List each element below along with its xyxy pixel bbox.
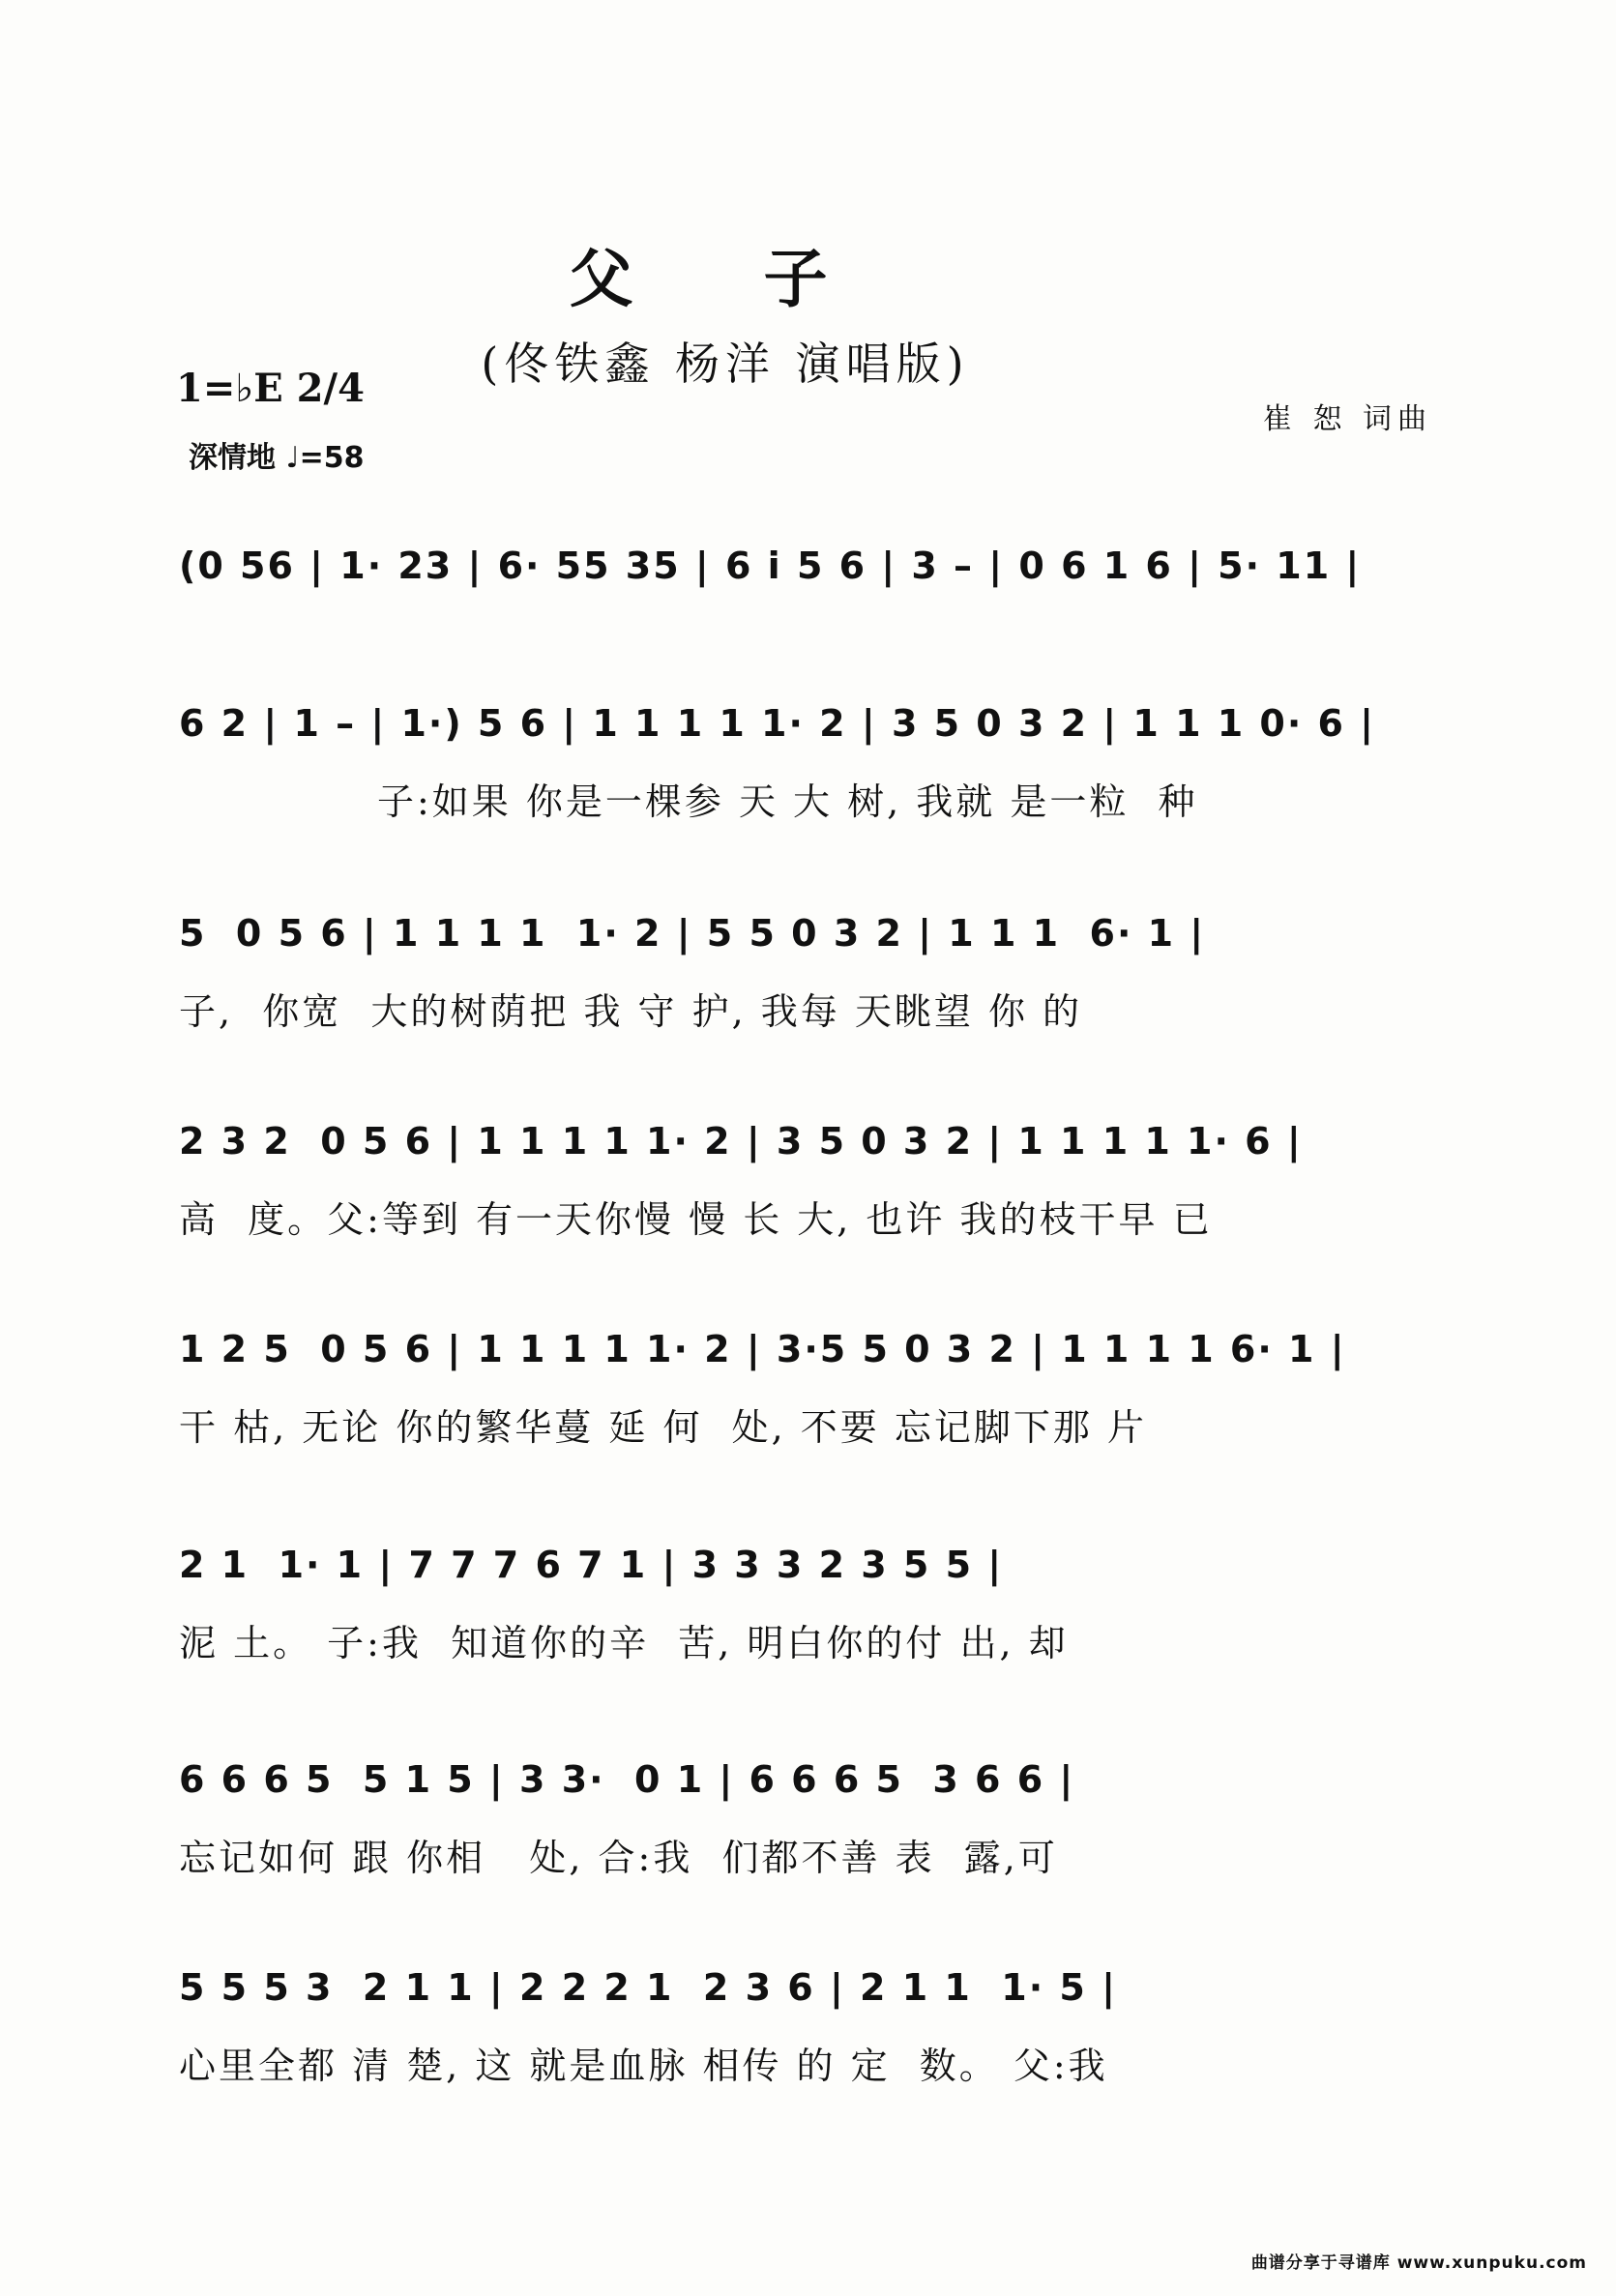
score-system-6 [179,1536,1436,1667]
notation-line [179,1536,1436,1605]
footer-credit: 曲谱分享于寻谱库 www.xunpuku.com [1250,2253,1587,2273]
lyrics-line [179,2036,1436,2090]
notation-line [179,1751,1436,1820]
jianpu-notes: 1 2 5 0 5 6 | 1 1 1 1 1· 2 | 3·5 5 0 3 2 | 1 1 1 1 6· 1 | [179,1328,1346,1370]
lyrics-text: 子, 你宽 大的树荫把 我 守 护, 我每 天眺望 你 的 [179,990,1083,1033]
lyrics-line [179,982,1436,1036]
lyrics-line [179,614,1436,668]
song-subtitle: (佟铁鑫 杨洋 演唱版) [481,338,970,390]
key-signature: 1=♭E 2/4 [176,366,365,411]
jianpu-notes: 5 5 5 3 2 1 1 | 2 2 2 1 2 3 6 | 2 1 1 1· 5 | [179,1966,1117,2009]
score-system-2 [179,694,1436,826]
lyrics-line [179,1190,1436,1244]
lyrics-text: 高 度。父:等到 有一天你慢 慢 长 大, 也许 我的枝干早 已 [179,1198,1213,1241]
song-title: 父 子 [569,241,882,316]
score-system-4 [179,1112,1436,1244]
lyrics-text: 忘记如何 跟 你相 处, 合:我 们都不善 表 露,可 [179,1837,1058,1879]
notation-line [179,1958,1436,2028]
notation-line [179,1112,1436,1182]
tempo-marking: 深情地 ♩=58 [189,441,365,475]
lyrics-text: 子:如果 你是一棵参 天 大 树, 我就 是一粒 种 [377,780,1198,823]
lyrics-text: 干 枯, 无论 你的繁华蔓 延 何 处, 不要 忘记脚下那 片 [179,1406,1147,1449]
jianpu-notes: 6 2 | 1 – | 1·) 5 6 | 1 1 1 1 1· 2 | 3 5 0 3 2 | 1 1 1 0· 6 | [179,702,1376,745]
score-system-1 [179,537,1436,668]
jianpu-notes: 2 1 1· 1 | 7 7 7 6 7 1 | 3 3 3 2 3 5 5 | [179,1544,1004,1586]
score-system-3 [179,904,1436,1036]
lyrics-text: 泥 土。 子:我 知道你的辛 苦, 明白你的付 出, 却 [179,1622,1069,1664]
jianpu-notes: 5 0 5 6 | 1 1 1 1 1· 2 | 5 5 0 3 2 | 1 1 1 6· 1 | [179,912,1206,955]
lyrics-text: 心里全都 清 楚, 这 就是血脉 相传 的 定 数。 父:我 [179,2045,1108,2087]
score-system-5 [179,1320,1436,1452]
jianpu-notes: 2 3 2 0 5 6 | 1 1 1 1 1· 2 | 3 5 0 3 2 | 1 1 1 1 1· 6 | [179,1120,1303,1163]
lyrics-line [179,772,1436,826]
notation-line [179,904,1436,974]
notation-line [179,537,1436,606]
composer-credit: 崔 恕 词曲 [1262,402,1432,436]
score-system-7 [179,1751,1436,1882]
lyrics-line [179,1613,1436,1667]
score-system-8 [179,1958,1436,2090]
jianpu-notes: 6 6 6 5 5 1 5 | 3 3· 0 1 | 6 6 6 5 3 6 6 | [179,1758,1075,1801]
notation-line [179,694,1436,764]
notation-line [179,1320,1436,1390]
lyrics-line [179,1398,1436,1452]
jianpu-notes: (0 56 | 1· 23 | 6· 55 35 | 6 i 5 6 | 3 – | 0 6 1 6 | 5· 11 | [179,545,1362,587]
lyrics-line [179,1828,1436,1882]
